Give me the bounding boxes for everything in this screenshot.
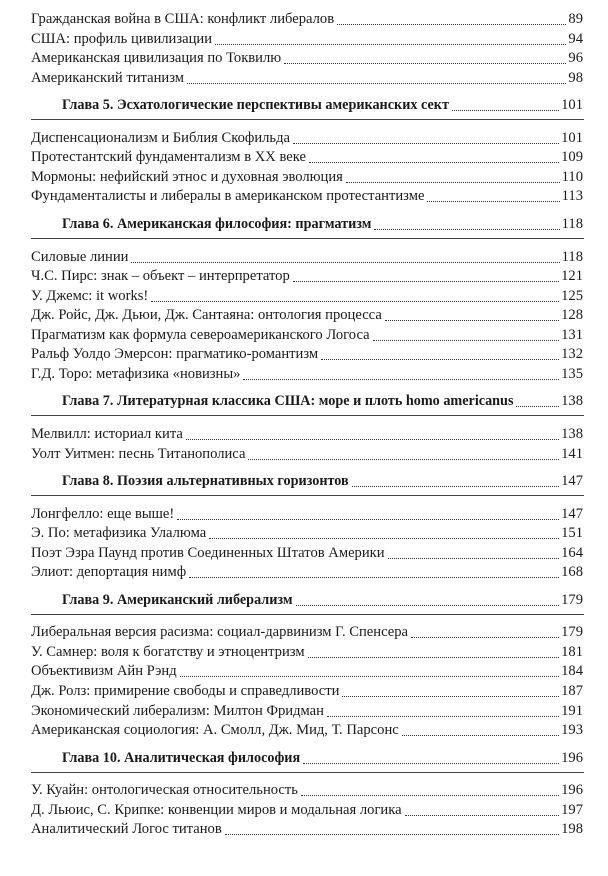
toc-entry [0, 305, 608, 325]
page-number: 109 [561, 149, 583, 166]
dot-leader [293, 143, 559, 144]
page-number: 198 [561, 821, 583, 838]
page-number: 197 [561, 801, 583, 818]
dot-leader [225, 834, 559, 835]
chapter-title: Глава 9. Американский либерализм [62, 591, 293, 608]
toc-entry [0, 681, 608, 701]
toc-entry [0, 286, 608, 306]
toc-entry [0, 444, 608, 464]
dot-leader [427, 201, 560, 202]
toc-entry [0, 186, 608, 206]
toc-entry [0, 424, 608, 444]
entry-title: Силовые линии [31, 248, 129, 265]
toc-entry [0, 364, 608, 384]
toc-entry [0, 504, 608, 524]
dot-leader [303, 763, 559, 764]
chapter-title: Глава 6. Американская философия: прагматизм [62, 216, 372, 232]
toc-entry [0, 29, 608, 49]
entry-title: Д. Льюис, С. Крипке: конвенции миров и модальная логика [31, 801, 402, 818]
entry-title: Фундаменталисты и либералы в американском протестантизме [31, 188, 425, 205]
toc-entry [0, 266, 608, 286]
entry-title: У. Джемс: it works! [31, 287, 149, 304]
chapter-rule [31, 415, 584, 416]
toc-entry [0, 543, 608, 563]
chapter-heading [0, 391, 608, 411]
page-number: 98 [568, 69, 583, 86]
toc-entry [0, 247, 608, 267]
toc-entry [0, 701, 608, 721]
dot-leader [215, 44, 566, 45]
page-number: 101 [561, 97, 583, 114]
page-number: 125 [561, 287, 583, 304]
page-number: 179 [561, 591, 583, 608]
page-number: 179 [561, 624, 583, 641]
entry-title: Прагматизм как формула североамериканского Логоса [31, 326, 370, 343]
entry-title: Экономический либерализм: Милтон Фридман [31, 702, 324, 719]
dot-leader [301, 795, 559, 796]
entry-title: Г.Д. Торо: метафизика «новизны» [31, 365, 241, 382]
entry-title: Лонгфелло: еще выше! [31, 505, 175, 522]
dot-leader [385, 320, 559, 321]
dot-leader [189, 577, 559, 578]
page-number: 118 [561, 248, 583, 265]
page-number: 89 [568, 11, 583, 27]
dot-leader [186, 439, 559, 440]
page-number: 168 [561, 564, 583, 581]
page-number: 94 [568, 30, 583, 47]
chapter-heading [0, 590, 608, 610]
dot-leader [284, 63, 566, 64]
entry-title: Мелвилл: историал кита [31, 425, 183, 442]
dot-leader [248, 459, 559, 460]
page-number: 113 [561, 188, 583, 205]
chapter-title: Глава 8. Поэзия альтернативных горизонтов [62, 473, 349, 489]
dot-leader [177, 519, 559, 520]
toc-entry [0, 780, 608, 800]
toc-entry [0, 819, 608, 839]
chapter-rule [31, 238, 584, 239]
dot-leader [352, 486, 559, 487]
toc-entry [0, 344, 608, 364]
entry-title: Ральф Уолдо Эмерсон: прагматико-романтизм [31, 346, 319, 363]
entry-title: Диспенсационализм и Библия Скофильда [31, 129, 290, 146]
dot-leader [346, 182, 560, 183]
page-number: 147 [561, 473, 583, 489]
page-number: 132 [561, 346, 583, 363]
dot-leader [327, 716, 559, 717]
entry-title: У. Самнер: воля к богатству и этноцентризм [31, 643, 305, 660]
entry-title: Американский титанизм [31, 69, 184, 86]
entry-title: Мормоны: нефийский этнос и духовная эволюция [31, 168, 343, 185]
toc-entry [0, 147, 608, 167]
dot-leader [321, 359, 559, 360]
dot-leader [337, 24, 566, 25]
dot-leader [402, 735, 559, 736]
dot-leader [411, 637, 559, 638]
chapter-rule [31, 495, 584, 496]
dot-leader [209, 538, 559, 539]
toc-entry [0, 622, 608, 642]
entry-title: Гражданская война в США: конфликт либералов [31, 11, 335, 27]
page-number: 118 [561, 216, 583, 232]
toc-entry [0, 562, 608, 582]
page-number: 193 [561, 722, 583, 738]
dot-leader [373, 340, 559, 341]
dot-leader [405, 815, 559, 816]
toc-entry [0, 661, 608, 681]
entry-title: Американская социология: А. Смолл, Дж. Мид, Т. Парсонс [31, 722, 399, 738]
chapter-title: Глава 7. Литературная классика США: море и плоть homo americanus [62, 393, 514, 410]
entry-title: США: профиль цивилизации [31, 30, 213, 47]
toc-entry [0, 9, 608, 29]
entry-title: Дж. Ролз: примирение свободы и справедливости [31, 682, 340, 699]
page-number: 135 [561, 365, 583, 382]
entry-title: Американская цивилизация по Токвилю [31, 50, 282, 67]
entry-title: Аналитический Логос титанов [31, 821, 222, 838]
toc-entry [0, 68, 608, 88]
entry-title: Объективизм Айн Рэнд [31, 663, 177, 680]
dot-leader [131, 262, 560, 263]
page-number: 138 [561, 393, 583, 410]
chapter-title: Глава 5. Эсхатологические перспективы американских сект [62, 97, 449, 114]
dot-leader [296, 605, 559, 606]
page-number: 191 [561, 702, 583, 719]
page-number: 147 [561, 505, 583, 522]
chapter-rule [31, 614, 584, 615]
entry-title: Ч.С. Пирс: знак – объект – интерпретатор [31, 268, 290, 285]
page-number: 101 [561, 129, 583, 146]
chapter-heading [0, 95, 608, 115]
chapter-heading [0, 471, 608, 491]
toc-entry [0, 128, 608, 148]
dot-leader [516, 406, 559, 407]
page-number: 121 [561, 268, 583, 285]
entry-title: Протестантский фундаментализм в XX веке [31, 149, 306, 166]
toc-entry [0, 523, 608, 543]
toc-entry [0, 167, 608, 187]
toc-entry [0, 642, 608, 662]
entry-title: Э. По: метафизика Улалюма [31, 525, 207, 542]
chapter-heading [0, 214, 608, 234]
entry-title: Уолт Уитмен: песнь Титанополиса [31, 445, 246, 462]
page-number: 181 [561, 643, 583, 660]
entry-title: У. Куайн: онтологическая относительность [31, 782, 298, 799]
dot-leader [243, 379, 559, 380]
dot-leader [151, 301, 559, 302]
entry-title: Элиот: депортация нимф [31, 564, 187, 581]
dot-leader [374, 229, 560, 230]
page-number: 151 [561, 525, 583, 542]
dot-leader [342, 696, 559, 697]
dot-leader [187, 83, 566, 84]
page-number: 187 [561, 682, 583, 699]
page-number: 164 [561, 544, 583, 561]
dot-leader [308, 657, 559, 658]
page-number: 196 [561, 749, 583, 766]
entry-title: Либеральная версия расизма: социал-дарвинизм Г. Спенсера [31, 624, 408, 641]
page-number: 110 [561, 168, 583, 185]
page-number: 138 [561, 425, 583, 442]
page-number: 184 [561, 663, 583, 680]
entry-title: Дж. Ройс, Дж. Дьюи, Дж. Сантаяна: онтология процесса [31, 307, 382, 324]
page-number: 131 [561, 326, 583, 343]
chapter-rule [31, 119, 584, 120]
dot-leader [309, 162, 559, 163]
page-number: 128 [561, 307, 583, 324]
chapter-title: Глава 10. Аналитическая философия [62, 749, 301, 766]
toc-entry [0, 325, 608, 345]
dot-leader [388, 558, 559, 559]
chapter-heading [0, 748, 608, 768]
dot-leader [180, 676, 559, 677]
entry-title: Поэт Эзра Паунд против Соединенных Штатов Америки [31, 544, 385, 561]
dot-leader [293, 281, 559, 282]
page-number: 96 [568, 50, 583, 67]
toc-entry [0, 720, 608, 740]
toc-entry [0, 48, 608, 68]
page-number: 141 [561, 445, 583, 462]
toc-entry [0, 800, 608, 820]
dot-leader [452, 110, 559, 111]
page-number: 196 [561, 782, 583, 799]
chapter-rule [31, 772, 584, 773]
